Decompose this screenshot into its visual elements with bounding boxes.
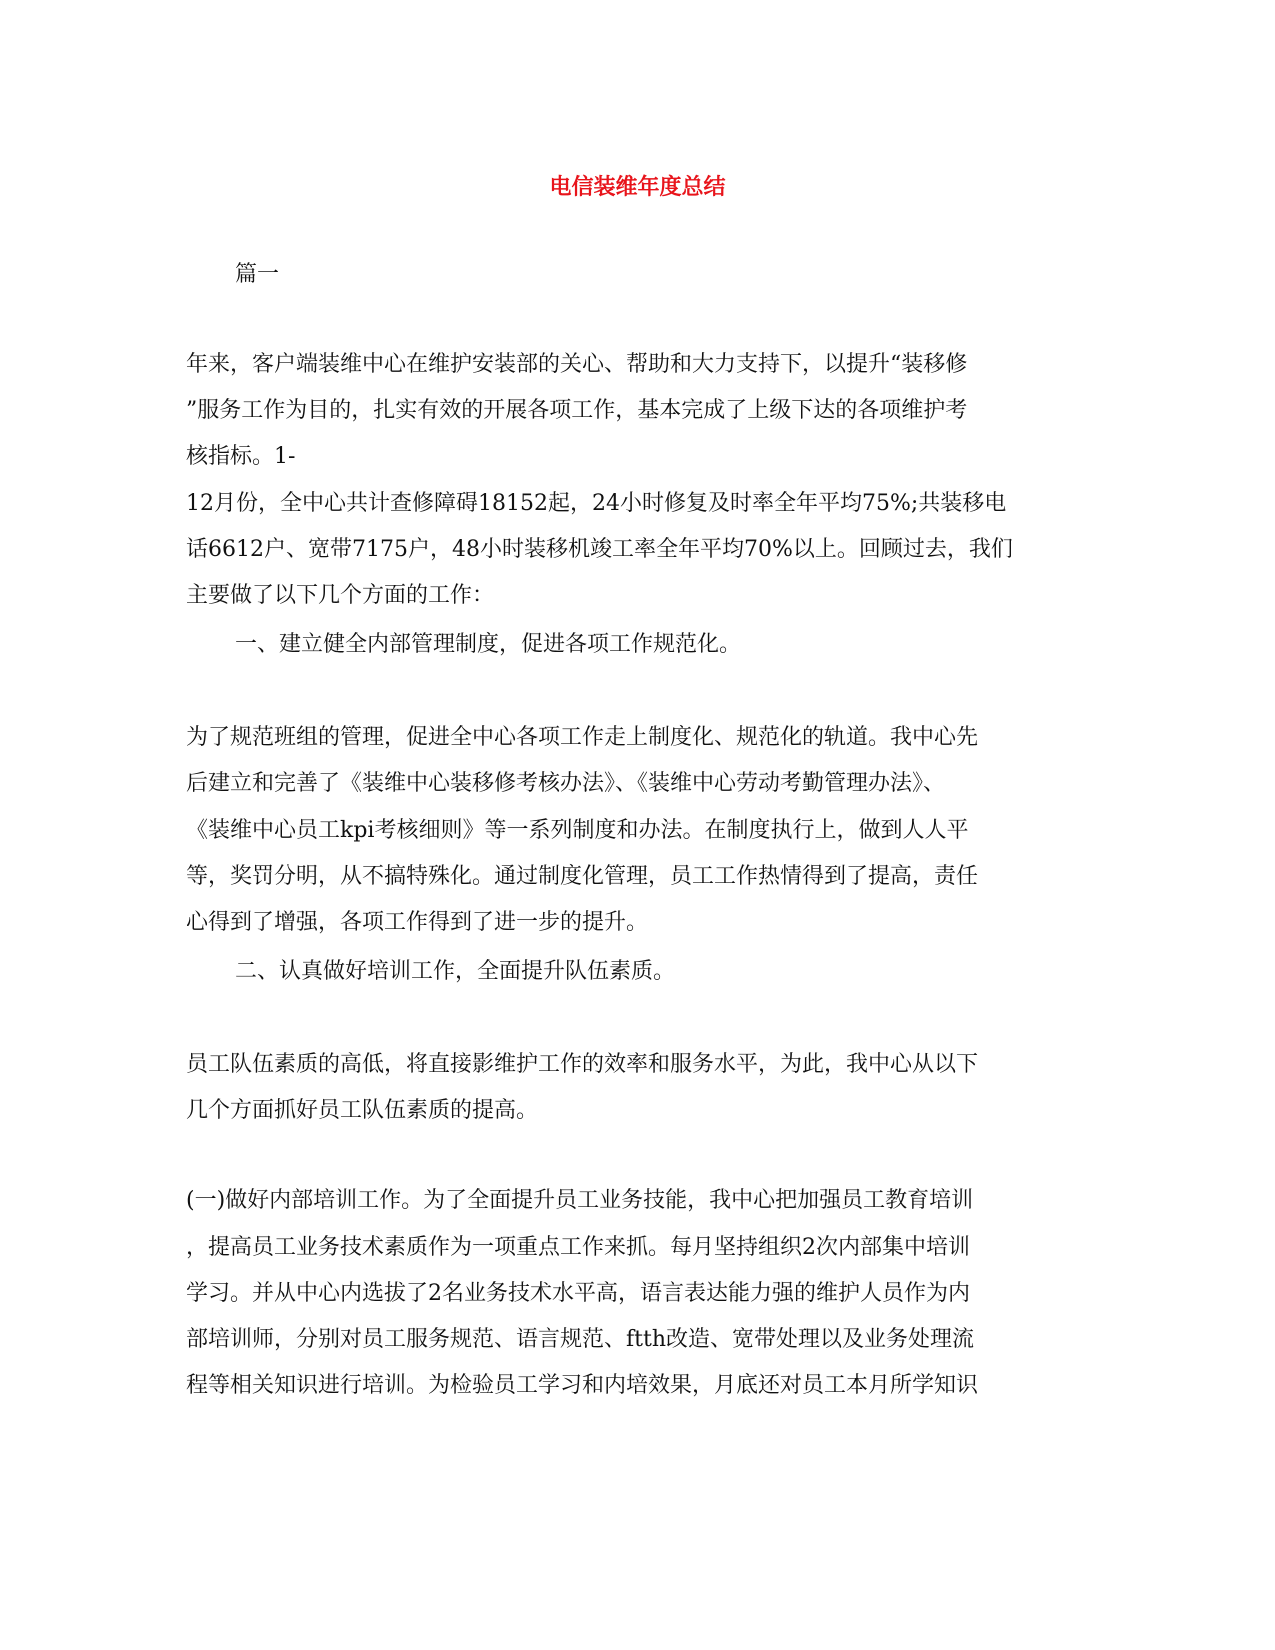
text-line: (一)做好内部培训工作。为了全面提升员工业务技能，我中心把加强员工教育培训: [186, 1188, 974, 1213]
text-line: ”服务工作为目的，扎实有效的开展各项工作，基本完成了上级下达的各项维护考: [186, 398, 968, 423]
text-line: 主要做了以下几个方面的工作：: [186, 583, 495, 608]
text-line: 12月份，全中心共计查修障碍18152起，24小时修复及时率全年平均75%;共装移电: [186, 491, 1007, 516]
text-line: 员工队伍素质的高低，将直接影维护工作的效率和服务水平，为此，我中心从以下: [186, 1052, 979, 1077]
text-line: 《装维中心员工kpi考核细则》等一系列制度和办法。在制度执行上，做到人人平: [186, 818, 969, 843]
text-line: 话6612户、宽带7175户，48小时装移机竣工率全年平均70%以上。回顾过去，我们: [186, 537, 1013, 562]
section-heading: 一、建立健全内部管理制度，促进各项工作规范化。: [235, 632, 742, 657]
text-line: 等，奖罚分明，从不搞特殊化。通过制度化管理，员工工作热情得到了提高，责任: [186, 864, 979, 889]
section-label: 篇一: [235, 262, 280, 287]
text-line: 核指标。1-: [186, 444, 296, 469]
text-line: 心得到了增强，各项工作得到了进一步的提升。: [186, 910, 649, 935]
text-line: 年来，客户端装维中心在维护安装部的关心、帮助和大力支持下，以提升“装移修: [186, 352, 968, 377]
text-line: 后建立和完善了《装维中心装移修考核办法》、《装维中心劳动考勤管理办法》、: [186, 771, 946, 796]
text-line: 学习。并从中心内选拔了2名业务技术水平高，语言表达能力强的维护人员作为内: [186, 1281, 970, 1306]
text-line: 程等相关知识进行培训。为检验员工学习和内培效果，月底还对员工本月所学知识: [186, 1373, 979, 1398]
text-line: 部培训师，分别对员工服务规范、语言规范、ftth改造、宽带处理以及业务处理流: [186, 1327, 974, 1352]
text-line: 为了规范班组的管理，促进全中心各项工作走上制度化、规范化的轨道。我中心先: [186, 725, 979, 750]
text-line: ，提高员工业务技术素质作为一项重点工作来抓。每月坚持组织2次内部集中培训: [186, 1235, 970, 1260]
section-heading: 二、认真做好培训工作，全面提升队伍素质。: [235, 959, 676, 984]
document-title: 电信装维年度总结: [549, 174, 726, 200]
text-line: 几个方面抓好员工队伍素质的提高。: [186, 1098, 539, 1123]
